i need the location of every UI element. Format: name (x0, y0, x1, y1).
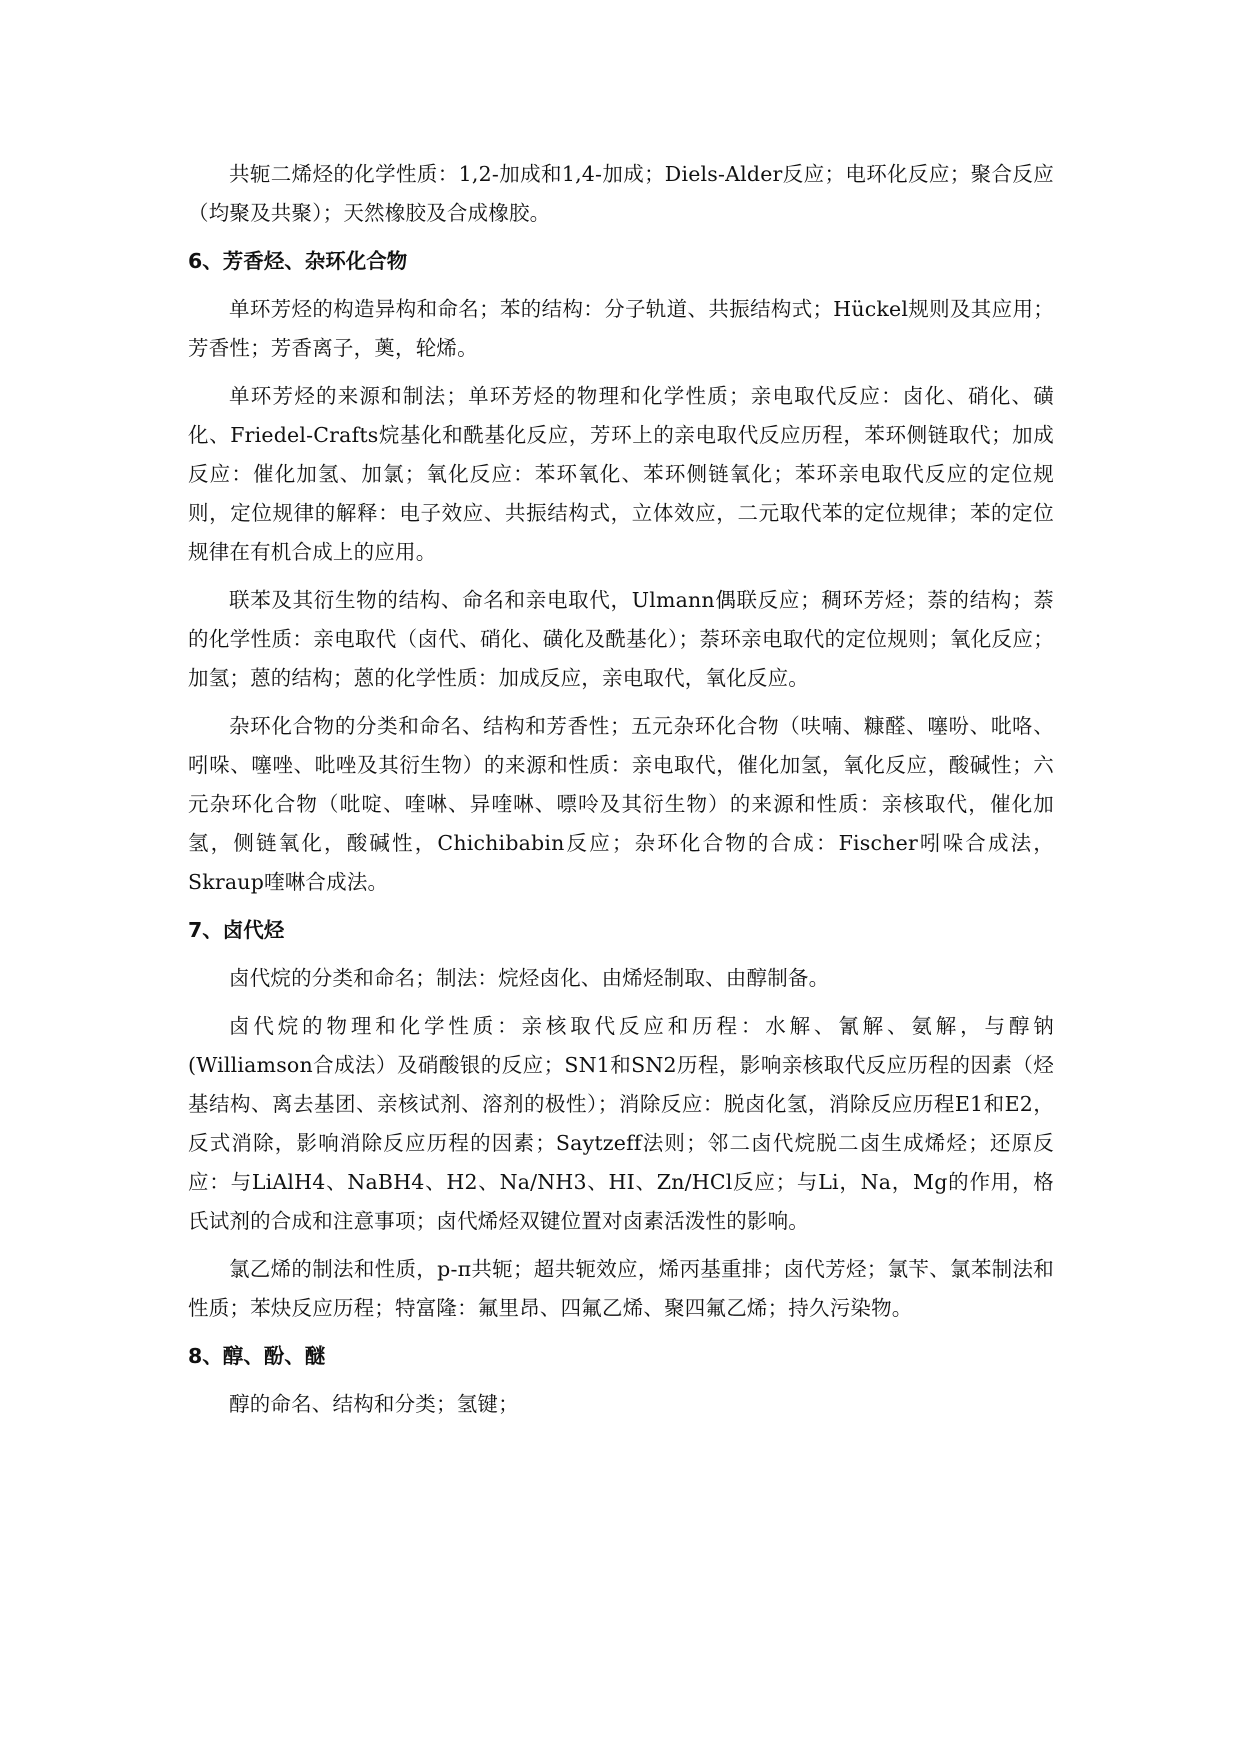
paragraph-heterocycles: 杂环化合物的分类和命名、结构和芳香性；五元杂环化合物（呋喃、糠醛、噻吩、吡咯、吲哚、噻唑、吡唑及其衍生物）的来源和性质：亲电取代，催化加氢，氧化反应，酸碱性；六元杂环化合物（吡啶、喹啉、异喹啉、嘌呤及其衍生物）的来源和性质：亲核取代，催化加氢，侧链氧化，酸碱性，Chichibabin反应；杂环化合物的合成：Fischer吲哚合成法，Skraup喹啉合成法。 (188, 714, 1054, 894)
section-heading-halides: 7、卤代烃 (188, 918, 285, 942)
paragraph-vinyl-chloride: 氯乙烯的制法和性质，p-π共轭；超共轭效应，烯丙基重排；卤代芳烃；氯苄、氯苯制法和性质；苯炔反应历程；特富隆：氟里昂、四氟乙烯、聚四氟乙烯；持久污染物。 (188, 1257, 1054, 1320)
paragraph-haloalkane-reactions: 卤代烷的物理和化学性质：亲核取代反应和历程：水解、氰解、氨解，与醇钠(Williamson合成法）及硝酸银的反应；SN1和SN2历程，影响亲核取代反应历程的因素（烃基结构、离去基团、亲核试剂、溶剂的极性）；消除反应：脱卤化氢，消除反应历程E1和E2，反式消除，影响消除反应历程的因素；Saytzeff法则；邻二卤代烷脱二卤生成烯烃；还原反应：与LiAlH4、NaBH4、H2、Na/NH3、HI、Zn/HCl反应；与Li，Na，Mg的作用，格氏试剂的合成和注意事项；卤代烯烃双键位置对卤素活泼性的影响。 (188, 1014, 1054, 1233)
section-heading-alcohols: 8、醇、酚、醚 (188, 1344, 326, 1368)
paragraph-electrophilic-substitution: 单环芳烃的来源和制法；单环芳烃的物理和化学性质；亲电取代反应：卤化、硝化、磺化、Friedel-Crafts烷基化和酰基化反应，芳环上的亲电取代反应历程，苯环侧链取代；加成反应：催化加氢、加氯；氧化反应：苯环氧化、苯环侧链氧化；苯环亲电取代反应的定位规则，定位规律的解释：电子效应、共振结构式，立体效应，二元取代苯的定位规律；苯的定位规律在有机合成上的应用。 (188, 384, 1054, 564)
document-body (188, 155, 1054, 1433)
paragraph-haloalkane-naming: 卤代烷的分类和命名；制法：烷烃卤化、由烯烃制取、由醇制备。 (229, 966, 830, 990)
paragraph-conjugated-dienes: 共轭二烯烃的化学性质：1,2-加成和1,4-加成；Diels-Alder反应；电环化反应；聚合反应（均聚及共聚）；天然橡胶及合成橡胶。 (188, 162, 1054, 225)
section-heading-aromatics: 6、芳香烃、杂环化合物 (188, 249, 408, 273)
paragraph-alcohol-naming: 醇的命名、结构和分类；氢键； (229, 1392, 519, 1416)
paragraph-benzene-structure: 单环芳烃的构造异构和命名；苯的结构：分子轨道、共振结构式；Hückel规则及其应用；芳香性；芳香离子，薁，轮烯。 (188, 297, 1054, 360)
paragraph-polycyclic-aromatics: 联苯及其衍生物的结构、命名和亲电取代，Ulmann偶联反应；稠环芳烃；萘的结构；萘的化学性质：亲电取代（卤代、硝化、磺化及酰基化）；萘环亲电取代的定位规则；氧化反应；加氢；蒽的结构；蒽的化学性质：加成反应，亲电取代，氧化反应。 (188, 588, 1054, 690)
